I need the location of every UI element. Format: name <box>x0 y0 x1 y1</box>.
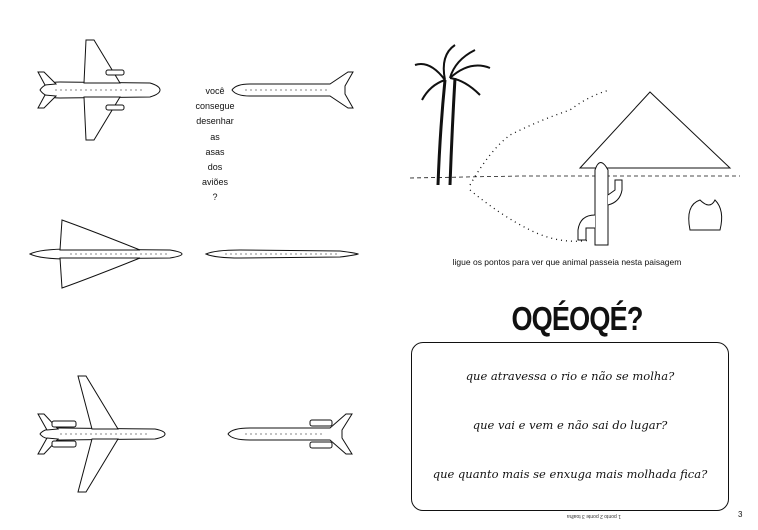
question-word: as <box>210 131 220 142</box>
plane-2-body-outline <box>206 250 358 258</box>
question-word: asas <box>205 146 225 157</box>
question-word: consegue <box>195 101 235 112</box>
palm-trees <box>415 45 490 185</box>
plane-1-complete <box>38 40 160 140</box>
riddle-1: que atravessa o rio e não se molha? <box>465 369 675 383</box>
cactus <box>578 163 622 246</box>
question-word: aviões <box>201 177 228 188</box>
question-words <box>170 84 260 206</box>
question-word: desenhar <box>196 116 234 127</box>
plane-2-complete <box>30 220 182 288</box>
dot-to-dot-landscape <box>400 40 750 250</box>
upside-down-answer-key: 1 ponto 2 ponte 3 toalha <box>567 513 621 519</box>
plane-3-complete <box>38 376 165 492</box>
bush <box>689 200 722 230</box>
page-number: 3 <box>738 510 743 519</box>
riddle-2: que vai e vem e não sai do lugar? <box>472 418 668 432</box>
pyramid <box>580 92 730 168</box>
question-word: ? <box>212 192 218 203</box>
dot-to-dot-caption: ligue os pontos para ver que animal passeia nesta paisagem <box>452 257 682 267</box>
ground-line <box>410 176 740 178</box>
question-word: você <box>205 86 225 96</box>
riddle-3: que quanto mais se enxuga mais molhada fica? <box>432 467 708 481</box>
riddles-title: OQÉOQÉ? <box>511 300 643 337</box>
question-word: dos <box>207 162 223 173</box>
riddles-box <box>411 342 729 511</box>
plane-3-body-outline <box>228 414 352 454</box>
